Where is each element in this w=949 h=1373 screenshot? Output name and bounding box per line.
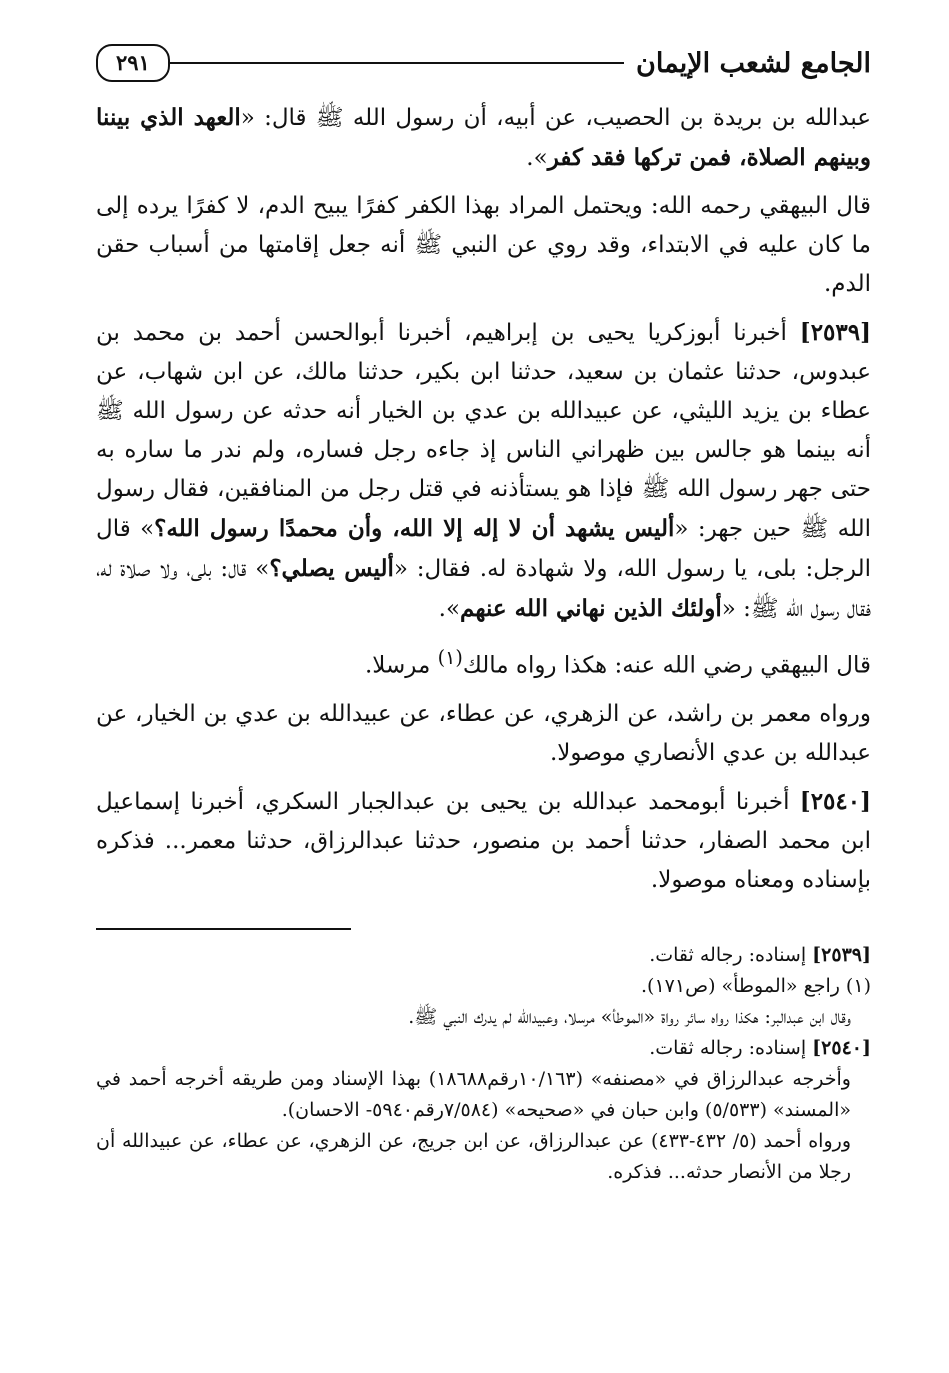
footnote-2540: [96, 1033, 871, 1064]
text-run: أخبرنا أبومحمد عبدالله بن يحيى بن عبدالجبار السكري، أخبرنا إسماعيل ابن محمد الصفار، حدثنا أحمد بن منصور، حدثنا عبدالرزاق، حدثنا معمر... فذكره بإسناده ومعناه موصولا.: [96, 788, 871, 893]
hadith-quote: أليس يشهد أن لا إله إلا الله، وأن محمدًا رسول الله؟: [154, 515, 675, 542]
footnote-number: [٢٥٣٩]: [812, 943, 871, 966]
page-number: ٢٩١: [96, 44, 170, 82]
footnote-2539: [96, 940, 871, 971]
page-header: [96, 34, 871, 92]
paragraph-hadith-2540: [96, 782, 871, 900]
paragraph-4: [96, 638, 871, 686]
hadith-quote: أولئك الذين نهاني الله عنهم: [460, 595, 722, 622]
header-rule: [170, 62, 624, 64]
hadith-quote: العهد الذي بيننا وبينهم الصلاة، فمن تركها فقد كفر: [96, 104, 871, 171]
text-run: ».: [438, 596, 461, 622]
footnote-number: [٢٥٤٠]: [812, 1036, 871, 1059]
text-run: عبدالله بن بريدة بن الحصيب، عن أبيه، أن رسول الله ﷺ قال: «: [240, 105, 871, 131]
hadith-number: [٢٥٣٩]: [799, 319, 871, 346]
text-run: » قال الرجل: بلى، يا رسول الله، ولا شهادة له. فقال: «: [96, 516, 871, 582]
footnote-1: (١) راجع «الموطأ» (ص١٧١).: [641, 974, 871, 997]
footnotes: [96, 940, 871, 1188]
paragraph-5: ورواه معمر بن راشد، عن الزهري، عن عطاء، عن عبيدالله بن عدي بن الخيار، عن عبدالله بن عدي الأنصاري موصولا.: [96, 700, 871, 766]
footnote-text: إسناده: رجاله ثقات.: [649, 943, 813, 966]
text-run: قال البيهقي رضي الله عنه: هكذا رواه مالك: [462, 652, 871, 679]
main-text: [96, 98, 871, 900]
paragraph-2: قال البيهقي رحمه الله: ويحتمل المراد بهذا الكفر كفرًا يبيح الدم، لا كفرًا يرده إلى ما كان عليه في الابتداء، وقد روي عن النبي ﷺ أنه جعل إقامتها من أسباب حقن الدم.: [96, 193, 871, 297]
text-run: مرسلا.: [364, 652, 438, 679]
footnote-note: وقال ابن عبدالبر: هكذا رواه سائر رواة «الموطأ» مرسلا، وعبيدالله لم يدرك النبي ﷺ.: [408, 1005, 851, 1028]
footnote-takhrij-2: ورواه أحمد (٥/ ٤٣٢-٤٣٣) عن عبدالرزاق، عن ابن جريج، عن الزهري، عن عطاء، عن عبيدالله أن رجلا من الأنصار حدثه... فذكره.: [96, 1129, 851, 1183]
footnote-ref: (١): [437, 646, 463, 669]
footnote-separator: [96, 928, 351, 930]
paragraph-hadith-2539: [96, 313, 871, 629]
text-run: ».: [526, 145, 548, 171]
footnote-text: إسناده: رجاله ثقات.: [649, 1036, 813, 1059]
hadith-quote: أليس يصلي؟: [269, 555, 394, 582]
text-run: أخبرنا أبوزكريا يحيى بن إبراهيم، أخبرنا أبوالحسن أحمد بن محمد بن عبدوس، حدثنا عثمان بن سعيد، حدثنا ابن بكير، حدثنا مالك، عن ابن شهاب، عن عطاء بن يزيد الليثي، عن عبيدالله بن عدي بن الخيار أنه حدثه عن رسول الله ﷺ أنه بينما هو جالس بين ظهراني الناس إذ جاءه رجل فساره، ولم ندر ما ساره به حتى جهر رسول الله ﷺ فإذا هو يستأذنه في قتل رجل من المنافقين، فقال رسول الله ﷺ حين جهر: «: [96, 320, 871, 542]
text-run: » قال: بلى، ولا صلاة له، فقال رسول الله ﷺ: «: [96, 556, 871, 622]
paragraph-1: [96, 98, 871, 178]
footnote-takhrij: وأخرجه عبدالرزاق في «مصنفه» (١٠/١٦٣رقم١٨٦٨٨) بهذا الإسناد ومن طريقه أخرجه أحمد في «المسند» (٥/٥٣٣) وابن حبان في «صحيحه» (٧/٥٨٤رقم٥٩٤٠- الاحسان).: [96, 1067, 851, 1121]
running-title: الجامع لشعب الإيمان: [636, 47, 871, 79]
hadith-number: [٢٥٤٠]: [799, 787, 871, 815]
